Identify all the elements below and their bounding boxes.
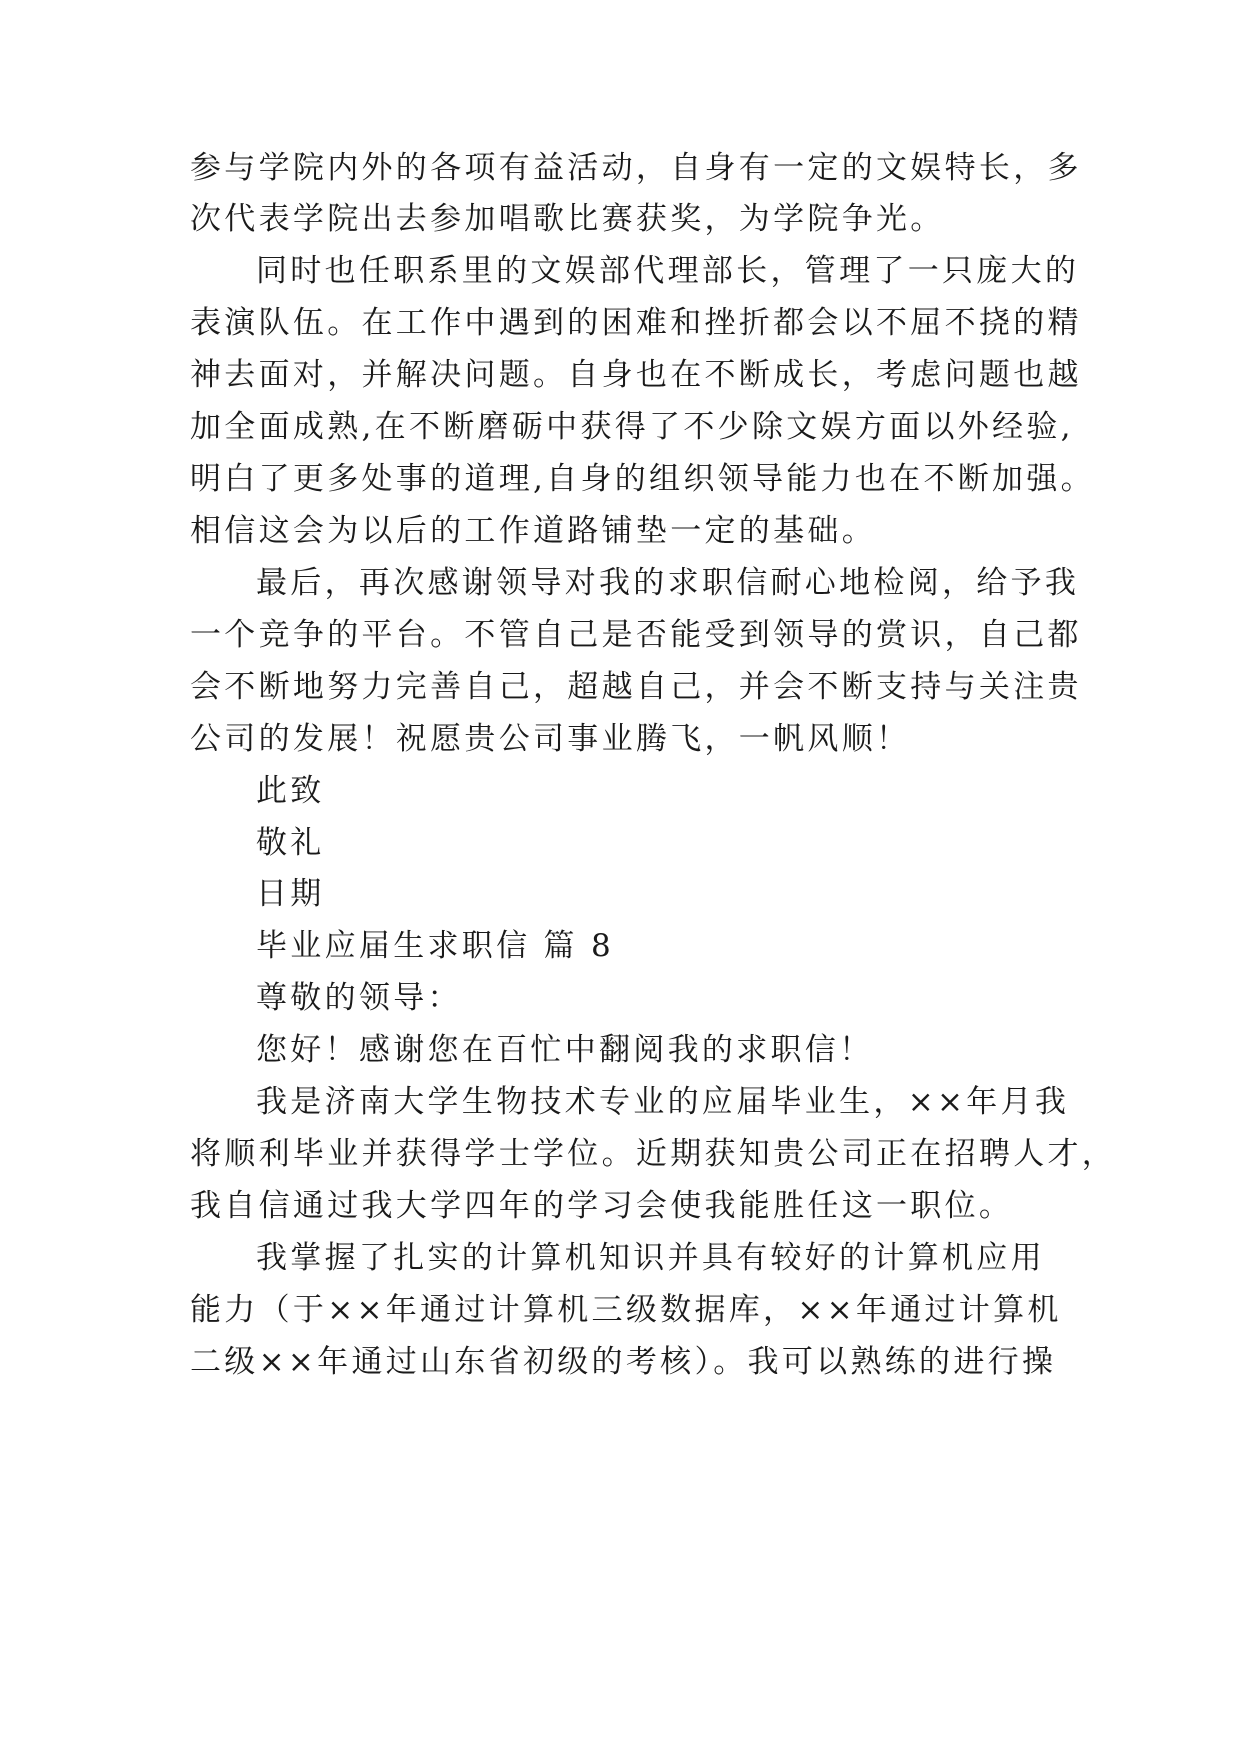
letter-opening: 您好！感谢您在百忙中翻阅我的求职信！ [256, 1032, 874, 1068]
paragraph-line: 相信这会为以后的工作道路铺垫一定的基础。 [190, 513, 876, 549]
paragraph-line: 加全面成熟,在不断磨砺中获得了不少除文娱方面以外经验, [190, 409, 1074, 445]
section-heading: 毕业应届生求职信 篇 8 [256, 928, 615, 964]
paragraph-line: 神去面对，并解决问题。自身也在不断成长，考虑问题也越 [190, 357, 1082, 393]
paragraph-line: 一个竞争的平台。不管自己是否能受到领导的赏识，自己都 [190, 617, 1082, 653]
paragraph-line: 我是济南大学生物技术专业的应届毕业生，××年月我 [256, 1084, 1070, 1120]
paragraph-line: 公司的发展！祝愿贵公司事业腾飞，一帆风顺！ [190, 721, 911, 757]
paragraph-line: 我自信通过我大学四年的学习会使我能胜任这一职位。 [190, 1188, 1014, 1224]
paragraph-line: 参与学院内外的各项有益活动，自身有一定的文娱特长，多 [190, 150, 1082, 186]
paragraph-line: 同时也任职系里的文娱部代理部长，管理了一只庞大的 [256, 253, 1080, 289]
closing-regards: 敬礼 [256, 825, 325, 861]
letter-greeting: 尊敬的领导： [256, 980, 462, 1016]
paragraph-line: 能力（于××年通过计算机三级数据库，××年通过计算机 [190, 1292, 1062, 1328]
paragraph-line: 我掌握了扎实的计算机知识并具有较好的计算机应用 [256, 1240, 1045, 1276]
paragraph-line: 表演队伍。在工作中遇到的困难和挫折都会以不屈不挠的精 [190, 305, 1082, 341]
paragraph-line: 将顺利毕业并获得学士学位。近期获知贵公司正在招聘人才， [190, 1136, 1117, 1172]
date-label: 日期 [256, 876, 325, 912]
paragraph-line: 二级××年通过山东省初级的考核）。我可以熟练的进行操 [190, 1344, 1057, 1380]
closing-salutation: 此致 [256, 773, 325, 809]
paragraph-line: 最后，再次感谢领导对我的求职信耐心地检阅，给予我 [256, 565, 1080, 601]
paragraph-line: 次代表学院出去参加唱歌比赛获奖，为学院争光。 [190, 201, 945, 237]
paragraph-line: 明白了更多处事的道理,自身的组织领导能力也在不断加强。 [190, 461, 1095, 497]
paragraph-line: 会不断地努力完善自己，超越自己，并会不断支持与关注贵 [190, 669, 1082, 705]
